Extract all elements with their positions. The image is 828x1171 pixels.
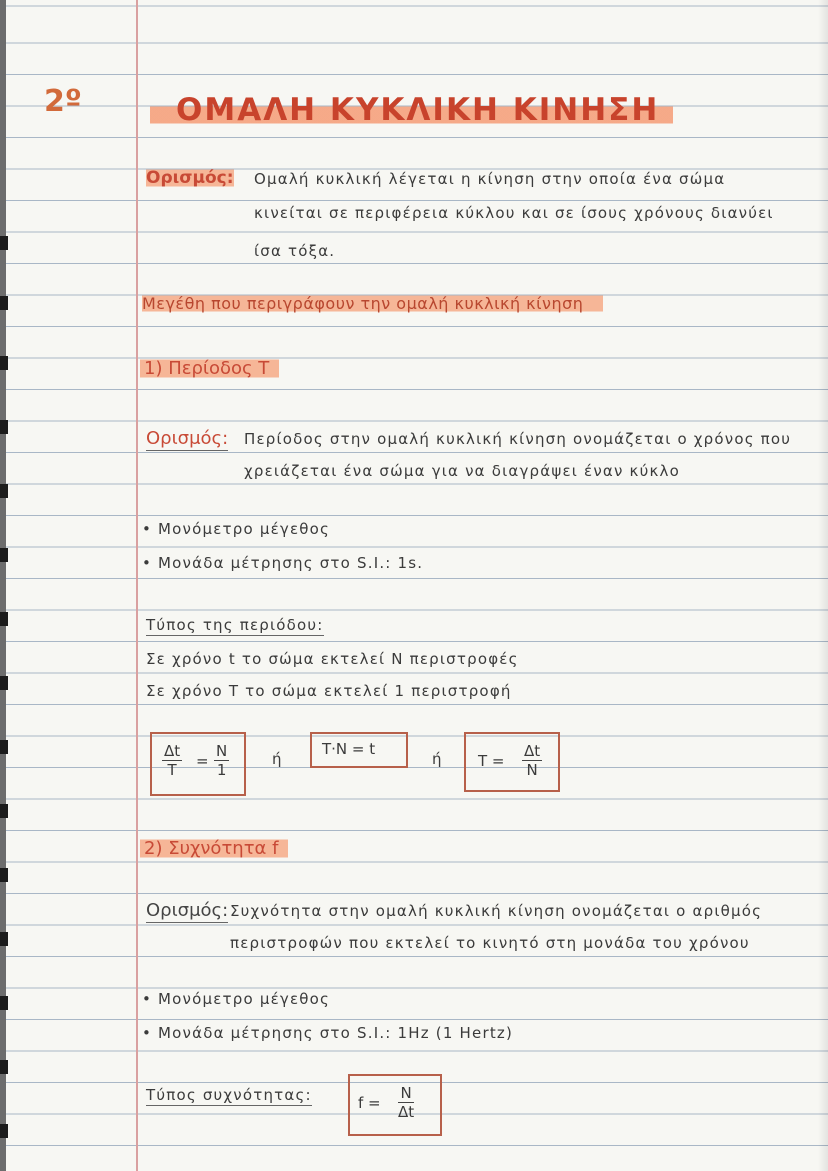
- binding-hole: [0, 612, 8, 626]
- period-bullet: • Μονάδα μέτρησης στο S.I.: 1s.: [142, 554, 424, 572]
- binding-hole: [0, 1060, 8, 1074]
- binding-hole: [0, 868, 8, 882]
- frequency-formula-box: [348, 1074, 442, 1136]
- binding-hole: [0, 296, 8, 310]
- binding-hole: [0, 356, 8, 370]
- frequency-definition-line: περιστροφών που εκτελεί το κινητό στη μονάδα του χρόνου: [230, 934, 750, 952]
- period-formula-box-2: [310, 732, 408, 768]
- period-definition-line: χρειάζεται ένα σώμα για να διαγράψει έναν κύκλο: [244, 462, 680, 480]
- or-word: ή: [272, 750, 283, 768]
- period-definition-line: Περίοδος στην ομαλή κυκλική κίνηση ονομάζεται ο χρόνος που: [244, 430, 792, 448]
- period-formula-box-3: [464, 732, 560, 792]
- period-heading: 1) Περίοδος T: [140, 358, 279, 379]
- page-number: 2º: [44, 84, 82, 119]
- period-formula-label: Τύπος της περιόδου:: [146, 616, 324, 634]
- definition-line: κινείται σε περιφέρεια κύκλου και σε ίσους χρόνους διανύει: [254, 204, 774, 222]
- denominator: T: [167, 761, 177, 779]
- page-title: ΟΜΑΛΗ ΚΥΚΛΙΚΗ ΚΙΝΗΣΗ: [150, 92, 673, 128]
- numerator: N: [216, 742, 228, 760]
- fraction: [214, 742, 229, 779]
- frequency-definition-line: Συχνότητα στην ομαλή κυκλική κίνηση ονομάζεται ο αριθμός: [230, 902, 763, 920]
- period-formula-line: Σε χρόνο T το σώμα εκτελεί 1 περιστροφή: [146, 682, 512, 700]
- frequency-bullet: • Μονόμετρο μέγεθος: [142, 990, 331, 1008]
- margin-line: [136, 0, 138, 1171]
- binding-hole: [0, 548, 8, 562]
- or-word: ή: [432, 750, 443, 768]
- definition-label: Ορισμός:: [146, 168, 234, 188]
- fraction: [398, 1084, 414, 1121]
- binding-hole: [0, 484, 8, 498]
- frequency-formula-label: Τύπος συχνότητας:: [146, 1086, 312, 1104]
- section-heading: Μεγέθη που περιγράφουν την ομαλή κυκλική κίνηση: [142, 294, 603, 313]
- binding-hole: [0, 236, 8, 250]
- denominator: N: [526, 761, 538, 779]
- binding-hole: [0, 740, 8, 754]
- binding-hole: [0, 996, 8, 1010]
- frequency-bullet: • Μονάδα μέτρησης στο S.I.: 1Hz (1 Hertz): [142, 1024, 514, 1042]
- binding-hole: [0, 804, 8, 818]
- numerator: N: [398, 1084, 414, 1103]
- formula-text: T·N = t: [322, 740, 376, 758]
- period-formula-line: Σε χρόνο t το σώμα εκτελεί N περιστροφές: [146, 650, 519, 668]
- period-bullet: • Μονόμετρο μέγεθος: [142, 520, 331, 538]
- period-definition-label: Ορισμός:: [146, 428, 229, 449]
- formula-lhs: f =: [358, 1094, 381, 1112]
- binding-hole: [0, 676, 8, 690]
- fraction: [522, 742, 542, 779]
- binding-hole: [0, 932, 8, 946]
- numerator: Δt: [164, 742, 181, 760]
- formula-lhs: T =: [478, 752, 505, 770]
- binding-hole: [0, 420, 8, 434]
- denominator: Δt: [398, 1103, 415, 1121]
- numerator: Δt: [524, 742, 541, 760]
- definition-line: ίσα τόξα.: [254, 242, 336, 260]
- equals-sign: =: [196, 752, 209, 770]
- page-shadow: [818, 0, 828, 1171]
- period-formula-box-1: [150, 732, 246, 796]
- fraction: [162, 742, 182, 779]
- definition-line: Ομαλή κυκλική λέγεται η κίνηση στην οποία ένα σώμα: [254, 170, 726, 188]
- frequency-heading: 2) Συχνότητα f: [140, 838, 288, 859]
- frequency-definition-label: Ορισμός:: [146, 900, 229, 921]
- binding-hole: [0, 1124, 8, 1138]
- denominator: 1: [216, 761, 227, 779]
